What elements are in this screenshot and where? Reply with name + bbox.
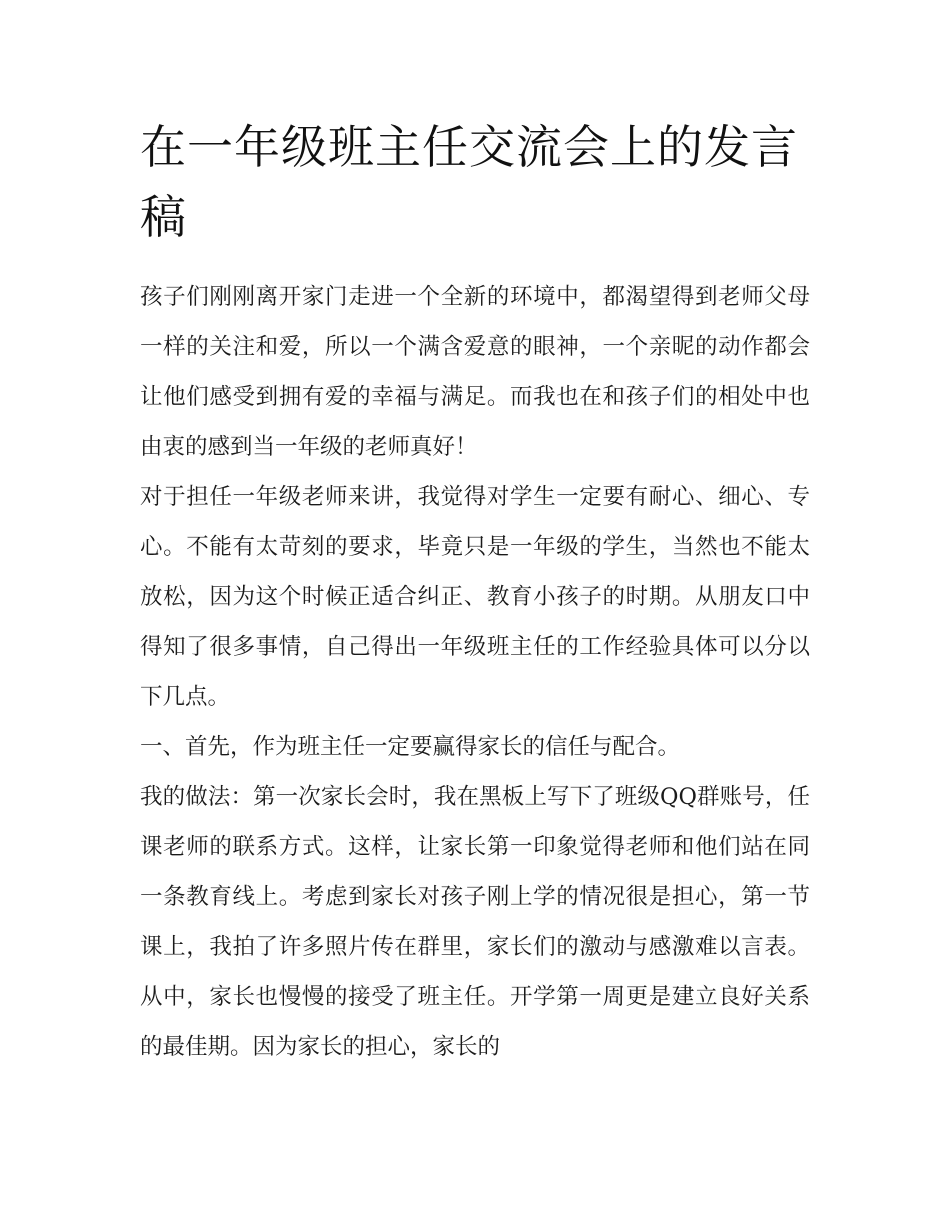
paragraph-point-one-heading: 一、首先，作为班主任一定要赢得家长的信任与配合。	[140, 734, 681, 760]
paragraph-intro: 孩子们刚刚离开家门走进一个全新的环境中，都渴望得到老师父母一样的关注和爱，所以一个满含爱意的眼神，一个亲昵的动作都会让他们感受到拥有爱的幸福与满足。而我也在和孩子们的相处中也由衷的感到当一年级的老师真好！	[140, 284, 810, 460]
paragraph-my-method: 我的做法：第一次家长会时，我在黑板上写下了班级QQ群账号，任课老师的联系方式。这样，让家长第一印象觉得老师和他们站在同一条教育线上。考虑到家长对孩子刚上学的情况很是担心，第一节课上，我拍了许多照片传在群里，家长们的激动与感激难以言表。从中，家长也慢慢的接受了班主任。开学第一周更是建立良好关系的最佳期。因为家长的担心，家长的	[140, 784, 810, 1060]
document-body	[140, 112, 810, 1072]
document-title: 在一年级班主任交流会上的发言稿	[140, 120, 798, 244]
paragraph-experience: 对于担任一年级老师来讲，我觉得对学生一定要有耐心、细心、专心。不能有太苛刻的要求，毕竟只是一年级的学生，当然也不能太放松，因为这个时候正适合纠正、教育小孩子的时期。从朋友口中得知了很多事情，自己得出一年级班主任的工作经验具体可以分以下几点。	[140, 484, 810, 710]
